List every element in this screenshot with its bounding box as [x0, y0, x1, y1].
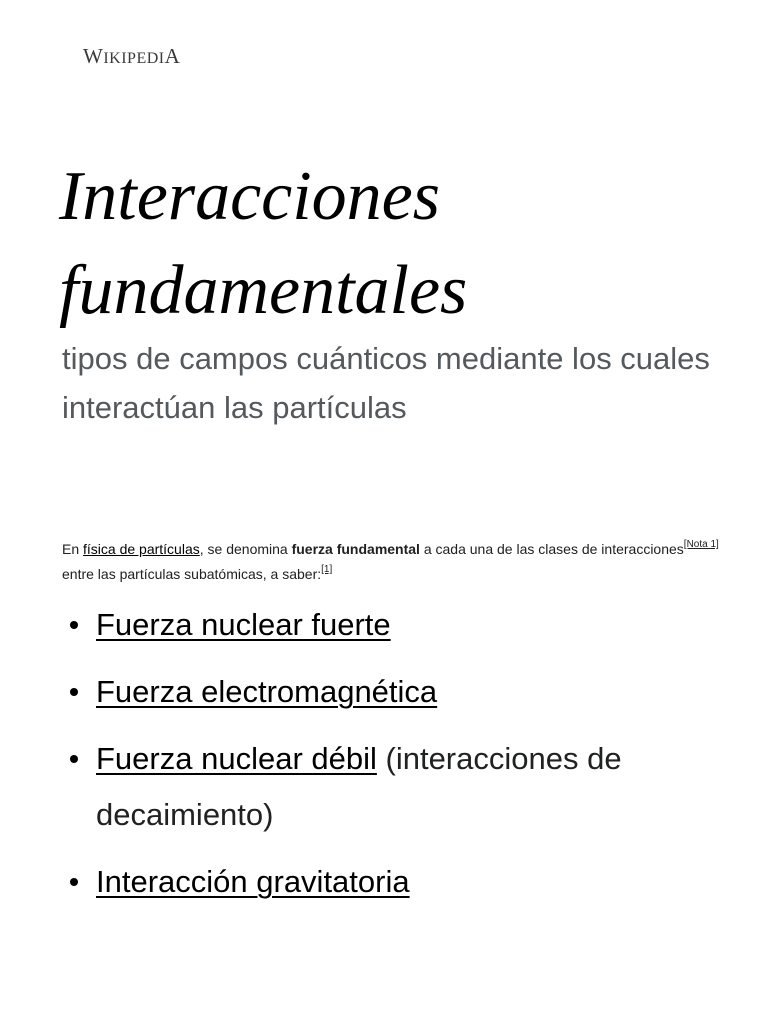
fundamental-forces-list	[58, 597, 728, 921]
cite-ref-sup	[321, 564, 332, 575]
bullet-icon	[70, 878, 78, 886]
wikipedia-logo-text: WIKIPEDIA	[83, 44, 181, 68]
page-title: Interacciones fundamentales	[59, 158, 468, 329]
strong-force-link[interactable]: Fuerza nuclear fuerte	[96, 607, 391, 642]
electromagnetic-force-link[interactable]: Fuerza electromagnética	[96, 674, 438, 709]
lead-text-1: , se denomina	[199, 541, 292, 557]
lead-text-prefix: En	[62, 541, 84, 557]
list-item-strong-force	[58, 597, 728, 653]
citation-1-reference[interactable]: [1]	[321, 564, 333, 575]
page-subtitle: tipos de campos cuánticos mediante los cuales interactúan las partículas	[62, 341, 710, 425]
list-item-electromagnetic-force	[58, 664, 728, 720]
list-item-gravitational-interaction	[58, 854, 728, 910]
lead-paragraph	[62, 537, 722, 587]
gravitational-interaction-link[interactable]: Interacción gravitatoria	[96, 864, 410, 899]
note-1-reference[interactable]: [Nota 1]	[683, 539, 719, 550]
bullet-icon	[70, 688, 78, 696]
bullet-icon	[70, 755, 78, 763]
bullet-icon	[70, 621, 78, 629]
lead-bold-term: fuerza fundamental	[291, 541, 420, 557]
lead-text-2: a cada una de las clases de interacciones	[419, 541, 684, 557]
lead-text-3: entre las partículas subatómicas, a saber:	[62, 566, 322, 582]
particle-physics-link[interactable]: física de partículas	[83, 541, 200, 557]
weak-force-link[interactable]: Fuerza nuclear débil	[96, 741, 377, 776]
note-ref-sup	[684, 539, 719, 550]
wikipedia-logo[interactable]	[83, 44, 180, 71]
list-item-weak-force	[58, 731, 728, 843]
weak-force-description: (interacciones de decaimiento)	[96, 741, 622, 832]
